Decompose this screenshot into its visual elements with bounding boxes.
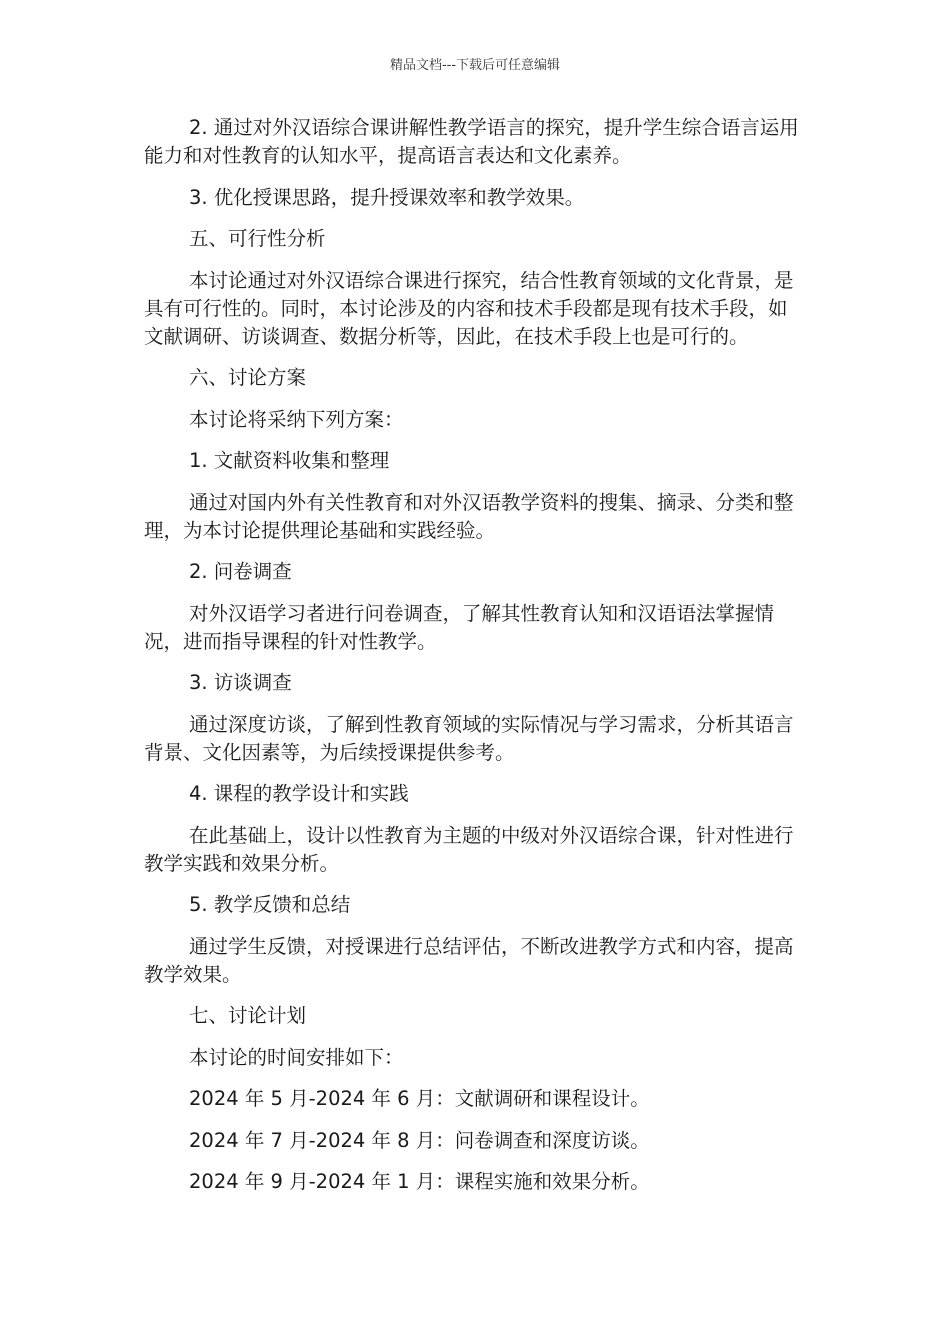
paragraph-feasibility: 本讨论通过对外汉语综合课进行探究，结合性教育领域的文化背景，是具有可行性的。同时，本讨论涉及的内容和技术手段都是现有技术手段，如文献调研、访谈调查、数据分析等，因此，在技术手段上也是可行的。 (144, 268, 794, 348)
subheading-feedback: 5. 教学反馈和总结 (189, 893, 351, 916)
subheading-questionnaire: 2. 问卷调查 (189, 560, 292, 583)
paragraph-objective-2: 2. 通过对外汉语综合课讲解性教学语言的探究，提升学生综合语言运用能力和对性教育的认知水平，提高语言表达和文化素养。 (144, 116, 799, 167)
subheading-literature: 1. 文献资料收集和整理 (189, 449, 390, 472)
subheading-interview: 3. 访谈调查 (189, 671, 292, 694)
paragraph-questionnaire: 对外汉语学习者进行问卷调查，了解其性教育认知和汉语语法掌握情况，进而指导课程的针对性教学。 (144, 601, 775, 653)
schedule-item-3: 2024 年 9 月-2024 年 1 月：课程实施和效果分析。 (189, 1170, 650, 1193)
paragraph-schedule-intro: 本讨论的时间安排如下： (189, 1045, 404, 1069)
page-header: 精品文档---下载后可任意编辑 (389, 58, 561, 73)
section-heading-plan: 六、讨论方案 (189, 366, 307, 389)
section-heading-schedule: 七、讨论计划 (189, 1004, 307, 1027)
section-heading-feasibility: 五、可行性分析 (189, 227, 326, 250)
paragraph-plan-intro: 本讨论将采纳下列方案： (189, 407, 404, 431)
schedule-item-2: 2024 年 7 月-2024 年 8 月：问卷调查和深度访谈。 (189, 1128, 650, 1152)
paragraph-interview: 通过深度访谈，了解到性教育领域的实际情况与学习需求，分析其语言背景、文化因素等，为后续授课提供参考。 (144, 712, 794, 764)
schedule-item-1: 2024 年 5 月-2024 年 6 月：文献调研和课程设计。 (189, 1087, 650, 1110)
paragraph-course-design: 在此基础上，设计以性教育为主题的中级对外汉语综合课，针对性进行教学实践和效果分析。 (144, 823, 794, 875)
subheading-course-design: 4. 课程的教学设计和实践 (189, 782, 409, 805)
document-body (144, 114, 804, 1210)
paragraph-objective-3: 3. 优化授课思路，提升授课效率和教学效果。 (189, 185, 585, 209)
paragraph-feedback: 通过学生反馈，对授课进行总结评估，不断改进教学方式和内容，提高教学效果。 (144, 934, 794, 986)
paragraph-literature: 通过对国内外有关性教育和对外汉语教学资料的搜集、摘录、分类和整理，为本讨论提供理论基础和实践经验。 (144, 490, 794, 542)
